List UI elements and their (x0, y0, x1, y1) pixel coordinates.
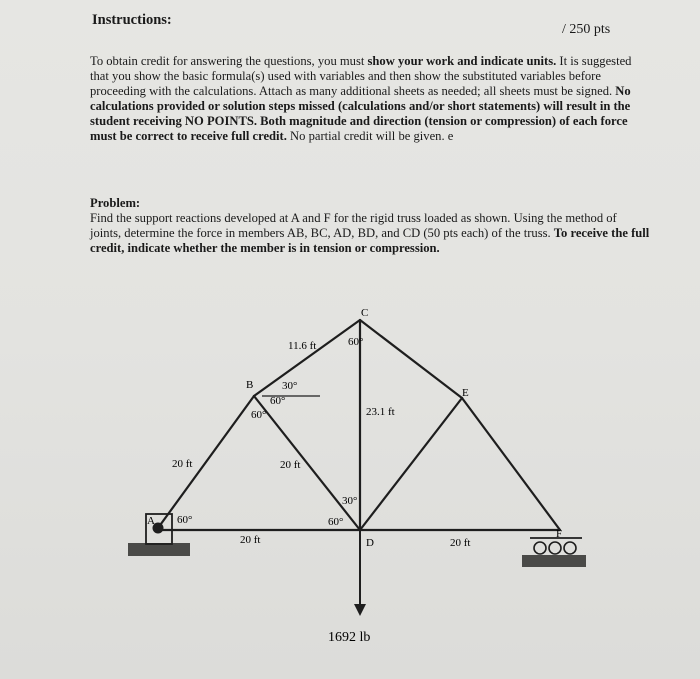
dimension-label-df: 20 ft (450, 537, 471, 549)
support-f-base (522, 555, 586, 567)
roller-3 (564, 542, 576, 554)
problem-heading: Problem: (90, 196, 141, 210)
roller-support-f (522, 538, 586, 567)
dimension-label-bd: 20 ft (280, 459, 301, 471)
support-a-base (128, 543, 190, 556)
member-ce (360, 320, 462, 398)
problem-emphasis: To receive the full credit, indicate whether the member is in tension or compression. (90, 226, 650, 255)
load-arrow-head (354, 604, 366, 616)
angle-label-c: 60° (348, 336, 364, 348)
dimension-label-cd: 23.1 ft (366, 406, 395, 418)
joint-label-a: A (147, 515, 155, 527)
instructions-emphasis-no-points: No calculations provided or solution steps missed (calculations and/or short statements) will result in the student receiving NO POINTS. Both magnitude and direction (tension or compression) of each force must be correct to receive full credit. (90, 84, 631, 143)
dimension-label-bc: 11.6 ft (288, 340, 317, 352)
joint-label-f: F (556, 528, 563, 540)
instructions-text-3: No partial credit will be given. e (286, 129, 454, 143)
joint-label-d: D (366, 537, 374, 549)
instructions-emphasis-work: show your work and indicate units. (367, 54, 557, 68)
roller-1 (534, 542, 546, 554)
load-label: 1692 lb (328, 630, 371, 645)
angle-label-d-60: 60° (328, 516, 344, 528)
instructions-title: Instructions: (92, 12, 172, 28)
angle-label-b-60-left: 60° (251, 409, 267, 421)
truss-members (158, 320, 560, 530)
problem-text: Find the support reactions developed at A and F for the rigid truss loaded as shown. Using the method of joints, determine the force in members AB, BC, AD, BD, and CD (50 pts each) of the truss. (90, 211, 617, 240)
joint-label-e: E (462, 387, 469, 399)
member-bc (254, 320, 360, 396)
angle-label-d-30: 30° (342, 495, 358, 507)
angle-label-b-30: 30° (282, 380, 298, 392)
member-ef (462, 398, 560, 530)
roller-2 (549, 542, 561, 554)
instructions-text-2: It is suggested that you show the basic formula(s) used with variables and then show the substituted variables before proceeding with the calculations. Attach as many additional sheets as needed; all sheets must be signed. (90, 54, 632, 98)
angle-label-b-60-top: 60° (270, 395, 286, 407)
points-total: / 250 pts (562, 22, 611, 37)
dimension-label-ad: 20 ft (240, 534, 261, 546)
load-arrow (354, 530, 366, 616)
instructions-text-1: To obtain credit for answering the questions, you must (90, 54, 368, 68)
joint-label-b: B (246, 379, 254, 391)
joint-label-c: C (361, 307, 369, 319)
dimension-label-ab: 20 ft (172, 458, 193, 470)
angle-label-a: 60° (177, 514, 193, 526)
member-bd (254, 396, 360, 530)
